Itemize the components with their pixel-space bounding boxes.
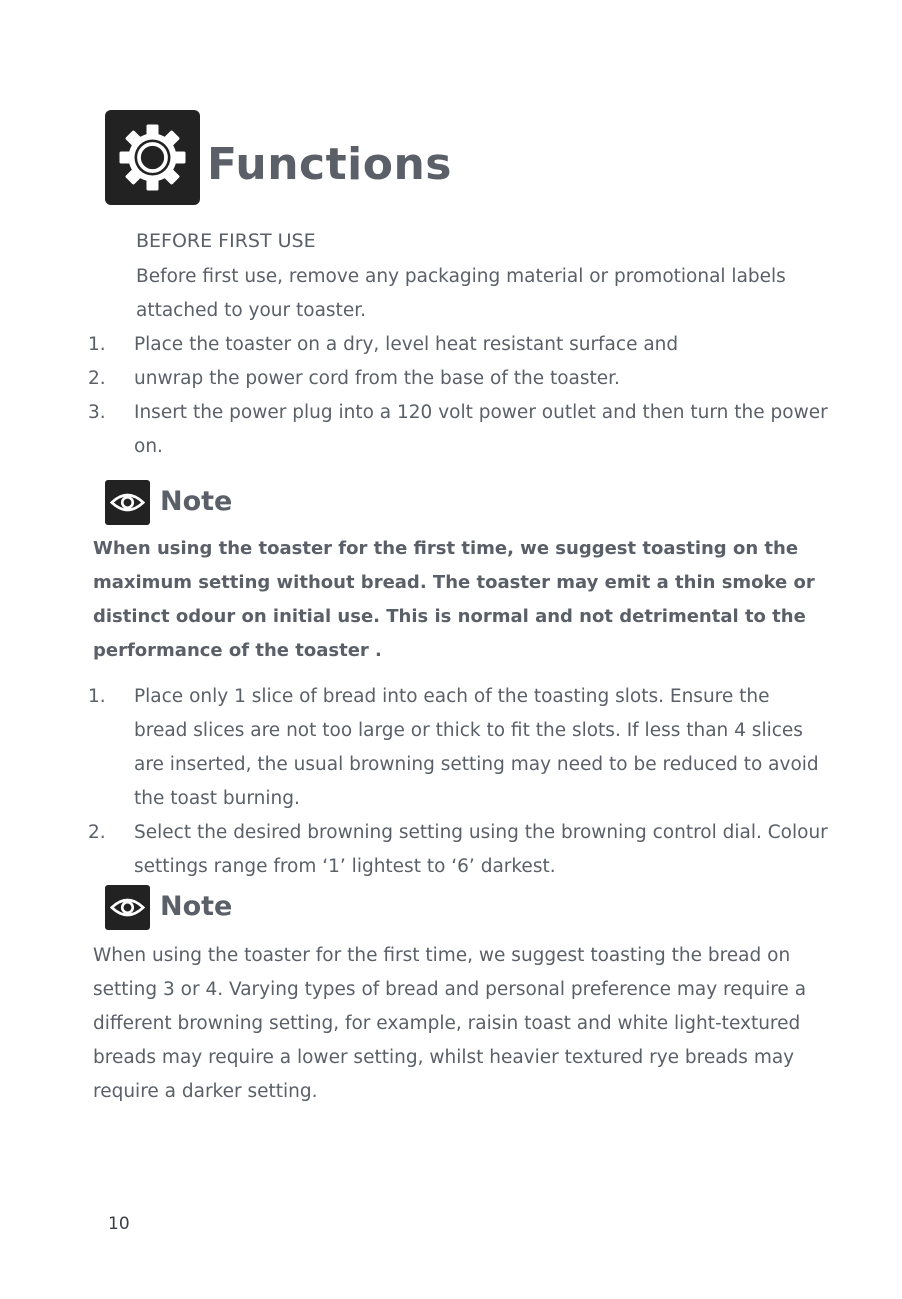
note-title: Note [160, 486, 233, 517]
gear-icon [105, 110, 200, 205]
note-text: When using the toaster for the first time, we suggest toasting the bread on setting 3 or 4. Varying types of bread and personal preference may require a different browning setting, for example, raisin toast and white light-textured breads may require a lower setting, whilst heavier textured rye breads may require a darker setting. [93, 945, 807, 1102]
eye-icon [105, 885, 150, 930]
list-item [88, 396, 828, 464]
page-number: 10 [108, 1214, 130, 1234]
toasting-steps-list [88, 680, 828, 884]
list-number: 2. [88, 822, 106, 843]
list-number: 1. [88, 686, 106, 707]
list-number: 3. [88, 402, 106, 423]
list-text: Place only 1 slice of bread into each of the toasting slots. Ensure the bread slices are not too large or thick to fit the slots. If less than 4 slices are inserted, the usual browning setting may need to be reduced to avoid the toast burning. [134, 686, 819, 809]
intro-paragraph: Before first use, remove any packaging material or promotional labels attached to your toaster. [136, 266, 786, 321]
list-item [88, 680, 828, 816]
note-text: When using the toaster for the first time, we suggest toasting on the maximum setting without bread. The toaster may emit a thin smoke or distinct odour on initial use. This is normal and not detrimental to the performance of the toaster . [93, 538, 815, 661]
list-number: 2. [88, 368, 106, 389]
list-item [88, 362, 828, 396]
note-title: Note [160, 891, 233, 922]
section-heading: BEFORE FIRST USE [136, 230, 316, 252]
page-title: Functions [207, 139, 452, 190]
setup-steps-list [88, 328, 828, 464]
list-text: Place the toaster on a dry, level heat resistant surface and [134, 334, 679, 355]
list-text: unwrap the power cord from the base of the toaster. [134, 368, 620, 389]
list-item [88, 328, 828, 362]
list-number: 1. [88, 334, 106, 355]
list-item [88, 816, 828, 884]
list-text: Insert the power plug into a 120 volt power outlet and then turn the power on. [134, 402, 828, 457]
list-text: Select the desired browning setting using the browning control dial. Colour settings range from ‘1’ lightest to ‘6’ darkest. [134, 822, 828, 877]
eye-icon [105, 480, 150, 525]
